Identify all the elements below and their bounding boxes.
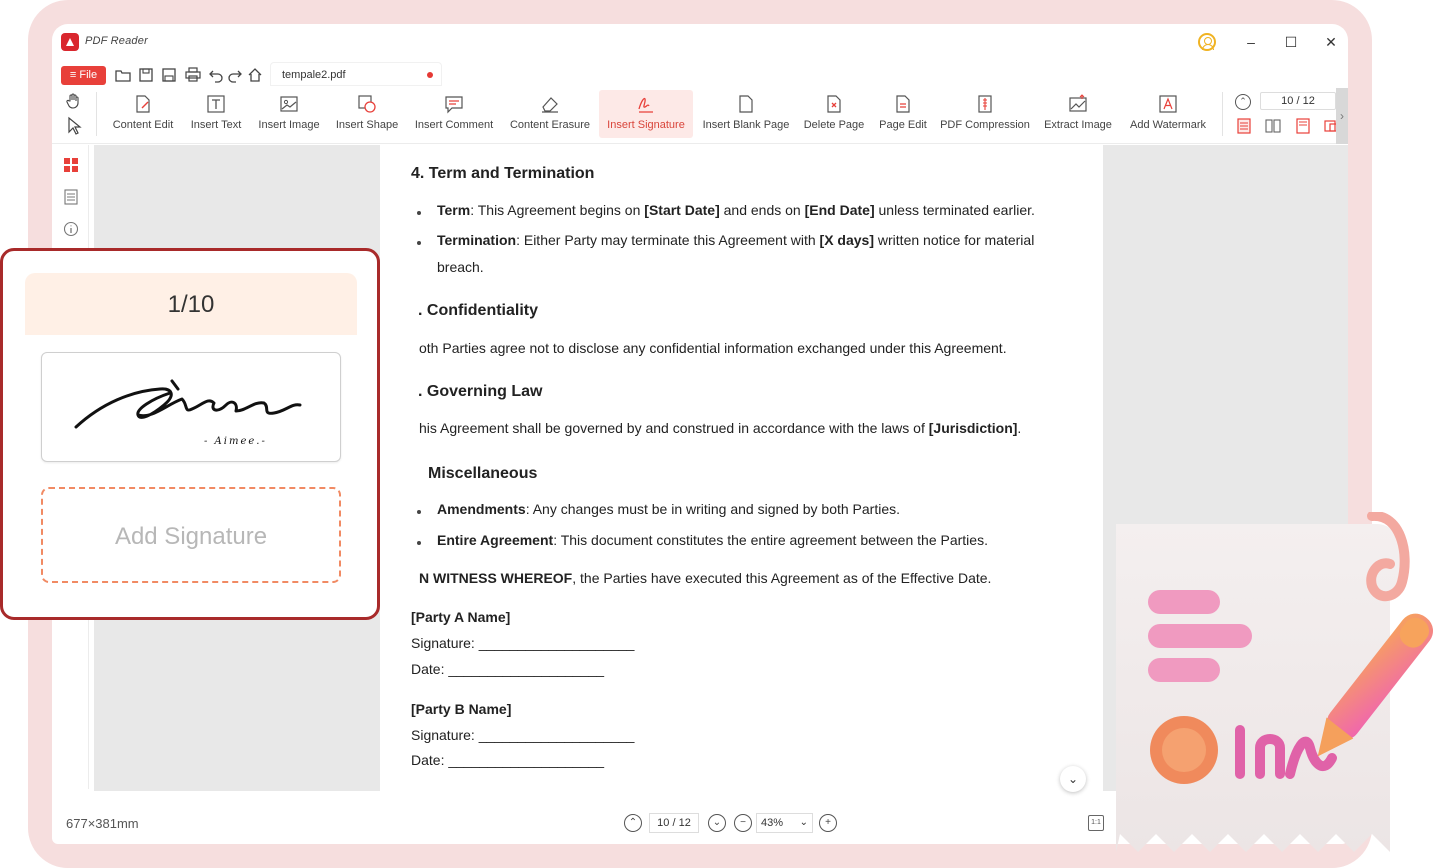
tool-label: Add Watermark	[1129, 119, 1206, 131]
page-dimensions: 677×381mm	[66, 816, 139, 831]
add-signature-label: Add Signature	[114, 523, 268, 550]
insert-text-icon	[206, 94, 226, 114]
tool-content-edit[interactable]	[108, 90, 178, 138]
eraser-icon	[540, 94, 560, 114]
signature-line: Signature: ____________________	[411, 727, 635, 743]
termination-paragraph: Termination: Either Party may terminate this Agreement with [X days] written notice for material	[437, 232, 1035, 248]
tool-insert-comment[interactable]	[410, 90, 498, 138]
actual-size-icon[interactable]: 1:1	[1088, 815, 1104, 831]
add-signature-button[interactable]	[41, 487, 341, 583]
section-heading: . Governing Law	[418, 383, 543, 400]
zoom-select[interactable]: 43% ⌄	[756, 813, 813, 833]
file-menu-button[interactable]: ≡ File	[61, 66, 106, 85]
close-button[interactable]: ✕	[1325, 34, 1337, 50]
section-heading: Miscellaneous	[428, 465, 538, 482]
zoom-out-icon[interactable]: −	[734, 814, 752, 832]
insert-image-icon	[279, 94, 299, 114]
page-indicator[interactable]: 10 / 12	[1260, 92, 1336, 110]
tool-label: Insert Blank Page	[702, 119, 790, 131]
open-folder-icon[interactable]	[115, 67, 131, 83]
next-page-icon[interactable]: ⌄	[708, 814, 726, 832]
redo-icon[interactable]	[227, 67, 243, 83]
tool-insert-signature[interactable]	[599, 90, 693, 138]
tool-page-edit[interactable]	[875, 90, 931, 138]
tool-label: Insert Text	[190, 119, 242, 131]
date-line: Date: ____________________	[411, 752, 605, 768]
select-tool-icon[interactable]	[65, 115, 83, 137]
tool-content-erasure[interactable]	[507, 90, 593, 138]
signature-caption: - Aimee.-	[204, 436, 267, 447]
minimize-button[interactable]: –	[1247, 34, 1255, 50]
compression-icon	[975, 94, 995, 114]
blank-page-icon	[736, 94, 756, 114]
ribbon-toolbar	[52, 88, 1348, 144]
status-page-input[interactable]: 10 / 12	[649, 813, 699, 833]
tool-label: Content Edit	[112, 119, 174, 131]
section-heading: . Confidentiality	[418, 302, 538, 319]
insert-comment-icon	[444, 94, 464, 114]
tool-label: Delete Page	[803, 119, 865, 131]
tab-label: tempale2.pdf	[282, 69, 346, 81]
amendments-paragraph: Amendments: Any changes must be in writing and signed by both Parties.	[437, 501, 901, 517]
tool-label: Insert Comment	[414, 119, 494, 131]
prev-page-icon[interactable]: ⌃	[624, 814, 642, 832]
zoom-in-icon[interactable]: +	[819, 814, 837, 832]
tool-insert-image[interactable]	[254, 90, 324, 138]
tool-insert-blank-page[interactable]	[699, 90, 793, 138]
watermark-icon	[1158, 94, 1178, 114]
party-a-name: [Party A Name]	[411, 609, 511, 625]
title-bar	[52, 24, 1348, 60]
print-icon[interactable]	[185, 67, 201, 83]
tool-insert-shape[interactable]	[332, 90, 402, 138]
confidentiality-paragraph: oth Parties agree not to disclose any confidential information exchanged under this Agreement.	[419, 340, 1007, 356]
two-page-view-icon[interactable]	[1265, 118, 1281, 134]
saved-signature[interactable]	[41, 352, 341, 462]
ribbon-scroll-right-icon[interactable]: ›	[1336, 88, 1348, 144]
tool-label: Insert Image	[258, 119, 320, 131]
tool-insert-text[interactable]	[186, 90, 246, 138]
tool-label: PDF Compression	[940, 119, 1030, 131]
signature-panel-header	[25, 273, 357, 335]
outline-icon[interactable]	[63, 189, 79, 205]
party-b-name: [Party B Name]	[411, 701, 512, 717]
entire-agreement-paragraph: Entire Agreement: This document constitutes the entire agreement between the Parties.	[437, 532, 988, 548]
scroll-view-icon[interactable]	[1295, 118, 1311, 134]
content-edit-icon	[133, 94, 153, 114]
thumbnails-icon[interactable]	[63, 157, 79, 173]
user-account-icon[interactable]	[1198, 33, 1216, 51]
date-line: Date: ____________________	[411, 661, 605, 677]
termination-paragraph-cont: breach.	[437, 259, 484, 275]
previous-page-icon[interactable]: ⌃	[1235, 94, 1251, 110]
handwritten-signature-icon	[42, 353, 342, 463]
tool-label: Extract Image	[1044, 119, 1112, 131]
document-tab[interactable]	[270, 62, 442, 86]
extract-image-icon	[1068, 94, 1088, 114]
section-heading: 4. Term and Termination	[411, 165, 595, 182]
insert-shape-icon	[357, 94, 377, 114]
app-title: PDF Reader	[85, 35, 148, 47]
signature-counter: 1/10	[167, 291, 215, 318]
signature-line: Signature: ____________________	[411, 635, 635, 651]
signing-document-illustration	[1110, 512, 1444, 868]
signature-icon	[636, 94, 656, 114]
pdf-logo-icon	[61, 33, 79, 51]
term-paragraph: Term: This Agreement begins on [Start Date] and ends on [End Date] unless terminated earlier.	[437, 202, 1035, 218]
page-edit-icon	[893, 94, 913, 114]
unsaved-dot-icon	[427, 72, 433, 78]
save-as-icon[interactable]	[161, 67, 177, 83]
tool-label: Insert Shape	[335, 119, 399, 131]
hand-tool-icon[interactable]	[65, 92, 83, 110]
signature-panel	[0, 248, 380, 620]
chevron-down-icon[interactable]: ⌄	[1060, 766, 1086, 792]
undo-icon[interactable]	[208, 67, 224, 83]
witness-paragraph: N WITNESS WHEREOF, the Parties have executed this Agreement as of the Effective Date.	[419, 570, 992, 586]
governing-law-paragraph: his Agreement shall be governed by and construed in accordance with the laws of [Jurisdiction].	[419, 420, 1022, 436]
pdf-page	[380, 145, 1103, 791]
home-icon[interactable]	[247, 67, 263, 83]
tool-add-watermark[interactable]	[1124, 90, 1212, 138]
maximize-button[interactable]: ☐	[1284, 34, 1298, 50]
tool-pdf-compression[interactable]	[938, 90, 1032, 138]
single-page-view-icon[interactable]	[1236, 118, 1252, 134]
tool-label: Content Erasure	[509, 119, 591, 131]
save-icon[interactable]	[138, 67, 154, 83]
tool-extract-image[interactable]	[1040, 90, 1116, 138]
info-icon[interactable]	[63, 221, 79, 237]
delete-page-icon	[824, 94, 844, 114]
tool-delete-page[interactable]	[801, 90, 867, 138]
tool-label: Page Edit	[879, 119, 927, 131]
tool-label: Insert Signature	[607, 119, 685, 131]
